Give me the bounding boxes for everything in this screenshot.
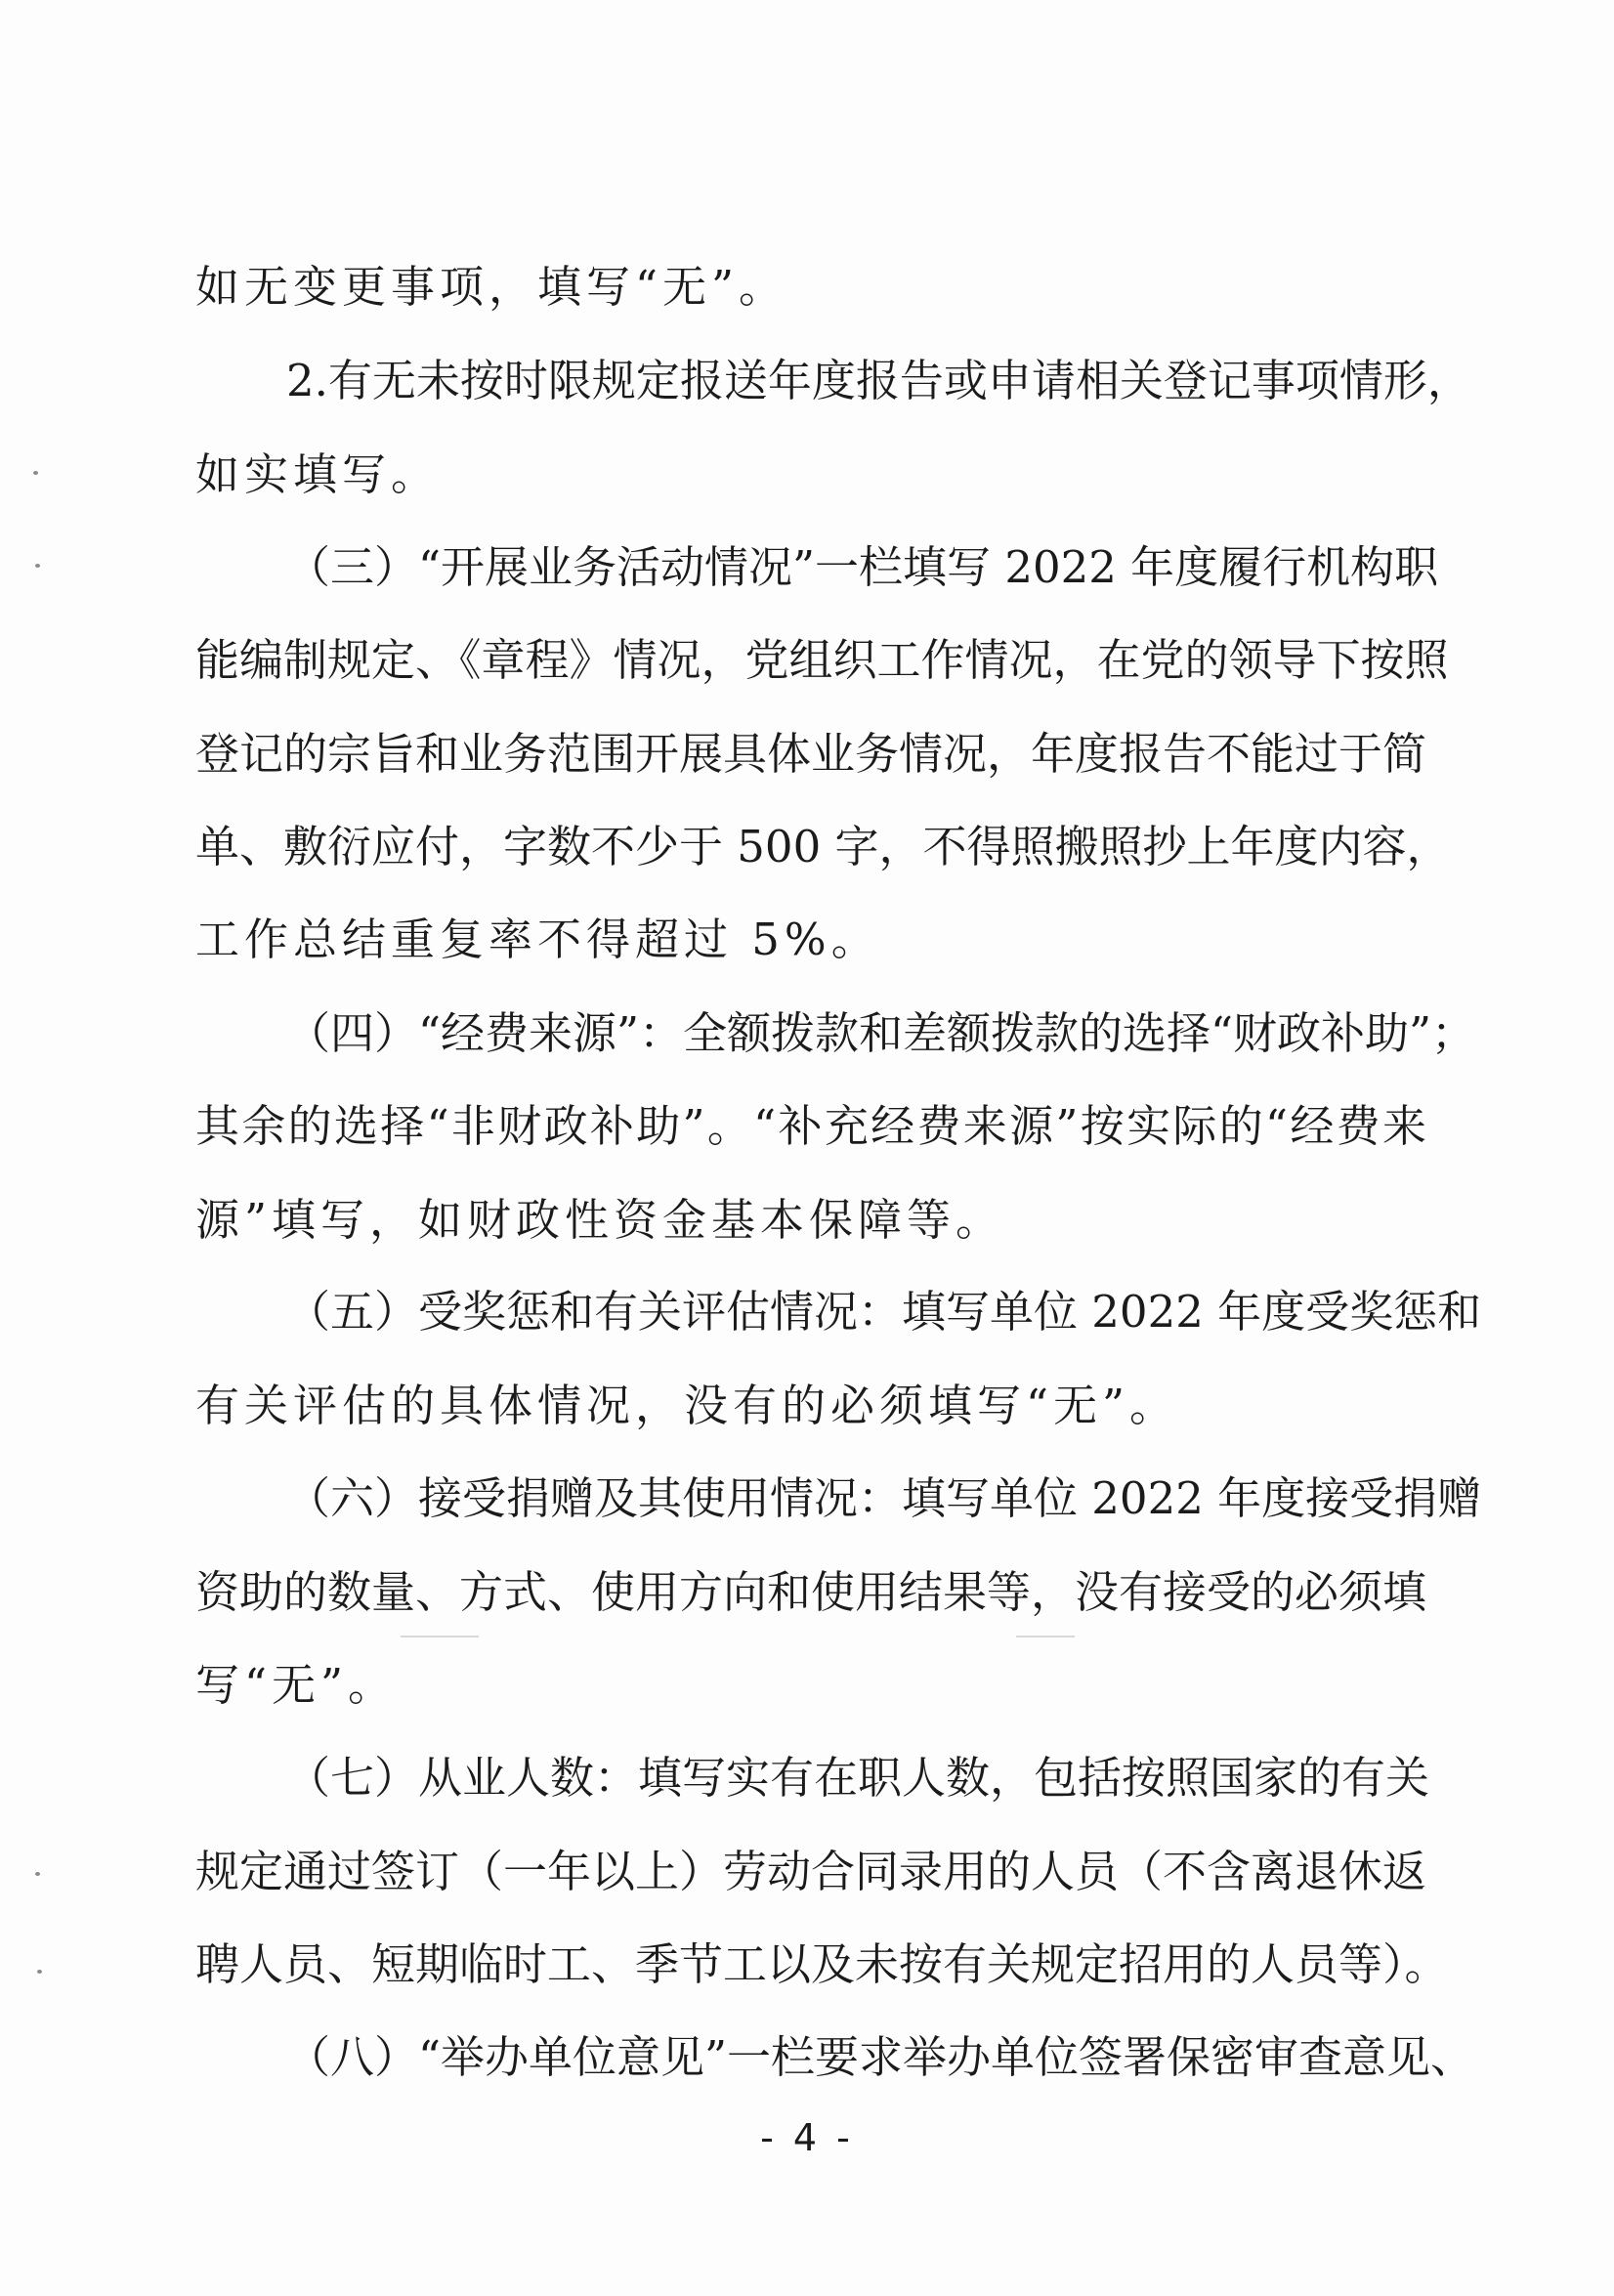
text-line: （三）“开展业务活动情况”一栏填写 2022 年度履行机构职 — [286, 541, 1439, 593]
scan-smudge — [1016, 1636, 1075, 1637]
text-line: 其余的选择“非财政补助”。“补充经费来源”按实际的“经费来 — [195, 1100, 1426, 1152]
text-line: （五）受奖惩和有关评估情况：填写单位 2022 年度受奖惩和 — [286, 1286, 1482, 1338]
text-line: 资助的数量、方式、使用方向和使用结果等，没有接受的必须填 — [195, 1566, 1427, 1618]
text-line: 登记的宗旨和业务范围开展具体业务情况，年度报告不能过于简 — [195, 728, 1427, 780]
scan-speck — [33, 471, 38, 475]
text-line: 规定通过签订（一年以上）劳动合同录用的人员（不含离退休返 — [195, 1846, 1427, 1897]
text-line: （七）从业人数：填写实有在职人数，包括按照国家的有关 — [286, 1752, 1430, 1804]
page-number: - 4 - — [760, 2116, 854, 2159]
text-line: （四）“经费来源”：全额拨款和差额拨款的选择“财政补助”； — [286, 1007, 1476, 1059]
text-line: 能编制规定、《章程》情况，党组织工作情况，在党的领导下按照 — [195, 634, 1449, 686]
text-line: （六）接受捐赠及其使用情况：填写单位 2022 年度接受捐赠 — [286, 1472, 1482, 1524]
scan-speck — [37, 1970, 42, 1974]
text-line: 工作总结重复率不得超过 5%。 — [195, 914, 880, 965]
text-line: 有关评估的具体情况，没有的必须填写“无”。 — [195, 1380, 1179, 1431]
text-line: 单、敷衍应付，字数不少于 500 字，不得照搬照抄上年度内容， — [195, 821, 1451, 872]
text-line: 源”填写，如财政性资金基本保障等。 — [195, 1194, 1005, 1246]
scan-speck — [35, 1872, 40, 1876]
text-line: （八）“举办单位意见”一栏要求举办单位签署保密审查意见、 — [286, 2031, 1475, 2083]
scan-speck — [35, 564, 40, 568]
text-line: 写“无”。 — [195, 1659, 398, 1711]
text-line: 如实填写。 — [195, 448, 441, 500]
text-line: 2.有无未按时限规定报送年度报告或申请相关登记事项情形， — [286, 355, 1471, 406]
text-line: 聘人员、短期临时工、季节工以及未按有关规定招用的人员等）。 — [195, 1938, 1449, 1990]
scan-smudge — [401, 1636, 479, 1637]
text-line: 如无变更事项，填写“无”。 — [195, 261, 788, 313]
